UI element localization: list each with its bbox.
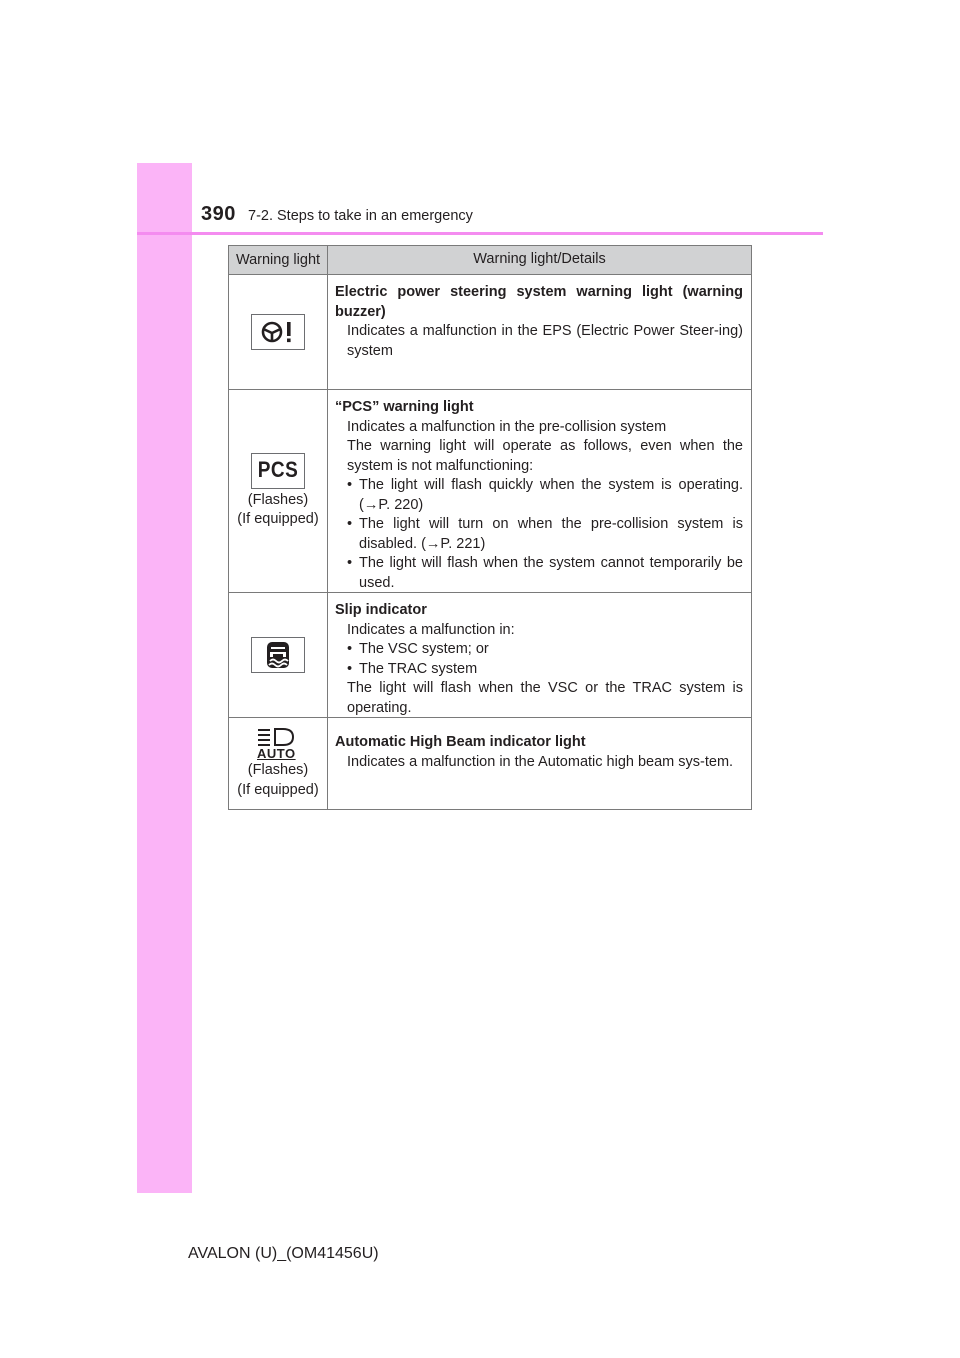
icon-caption: (If equipped) (237, 511, 319, 527)
detail-text: Indicates a malfunction in the EPS (Electric Power Steer-ing) system (347, 323, 743, 359)
detail-title: “PCS” warning light (335, 399, 474, 415)
section-title: 7-2. Steps to take in an emergency (248, 208, 473, 224)
detail-text: Indicates a malfunction in the Automatic high beam sys-tem. (347, 753, 734, 770)
warning-light-table (228, 245, 752, 810)
auto-high-beam-icon (256, 727, 300, 761)
detail-title: Electric power steering system warning light (warning buzzer) (335, 284, 743, 320)
detail-bullet: • The VSC system; or (347, 641, 489, 657)
warning-light-cell (229, 718, 328, 809)
icon-caption: (Flashes) (247, 762, 309, 778)
details-cell (328, 593, 751, 717)
detail-title: Automatic High Beam indicator light (335, 734, 586, 750)
column-header-warning-light: Warning light (229, 246, 328, 274)
detail-title: Slip indicator (335, 602, 427, 618)
table-header-row (229, 246, 751, 274)
page-number: 390 (201, 203, 236, 225)
detail-text: Indicates a malfunction in: (347, 621, 515, 638)
slip-indicator-icon (251, 637, 305, 673)
details-cell (328, 718, 751, 809)
detail-bullet: • The light will flash when the system cannot temporarily be used. (347, 555, 743, 591)
power-steering-warning-icon (251, 314, 305, 350)
auto-icon-text: AUTO (257, 746, 296, 761)
table-row (229, 389, 751, 592)
pcs-warning-icon (251, 453, 305, 489)
detail-text: Indicates a malfunction in the pre-collision system (347, 418, 667, 435)
details-cell (328, 275, 751, 389)
footer-model-code: AVALON (U)_(OM41456U) (188, 1245, 379, 1262)
detail-bullet: • The light will turn on when the pre-collision system is disabled. (→P. 221) (347, 516, 743, 552)
warning-light-cell (229, 390, 328, 592)
detail-bullet: • The light will flash quickly when the system is operating. (→P. 220) (347, 477, 743, 513)
column-header-details: Warning light/Details (473, 251, 606, 268)
table-row (229, 274, 751, 389)
detail-bullet: • The TRAC system (347, 660, 478, 677)
details-cell (328, 390, 751, 592)
header-rule (137, 232, 823, 235)
icon-caption: (If equipped) (237, 781, 319, 798)
warning-light-cell (229, 593, 328, 717)
detail-text: The warning light will operate as follows, even when the system is not malfunctioning: (347, 438, 743, 474)
pcs-icon-text: PCS (257, 457, 299, 482)
table-row (229, 717, 751, 809)
side-color-band (137, 163, 192, 1193)
warning-light-cell (229, 275, 328, 389)
detail-text: The light will flash when the VSC or the TRAC system is operating. (347, 680, 743, 716)
table-row (229, 592, 751, 717)
icon-caption: (Flashes) (247, 491, 309, 508)
